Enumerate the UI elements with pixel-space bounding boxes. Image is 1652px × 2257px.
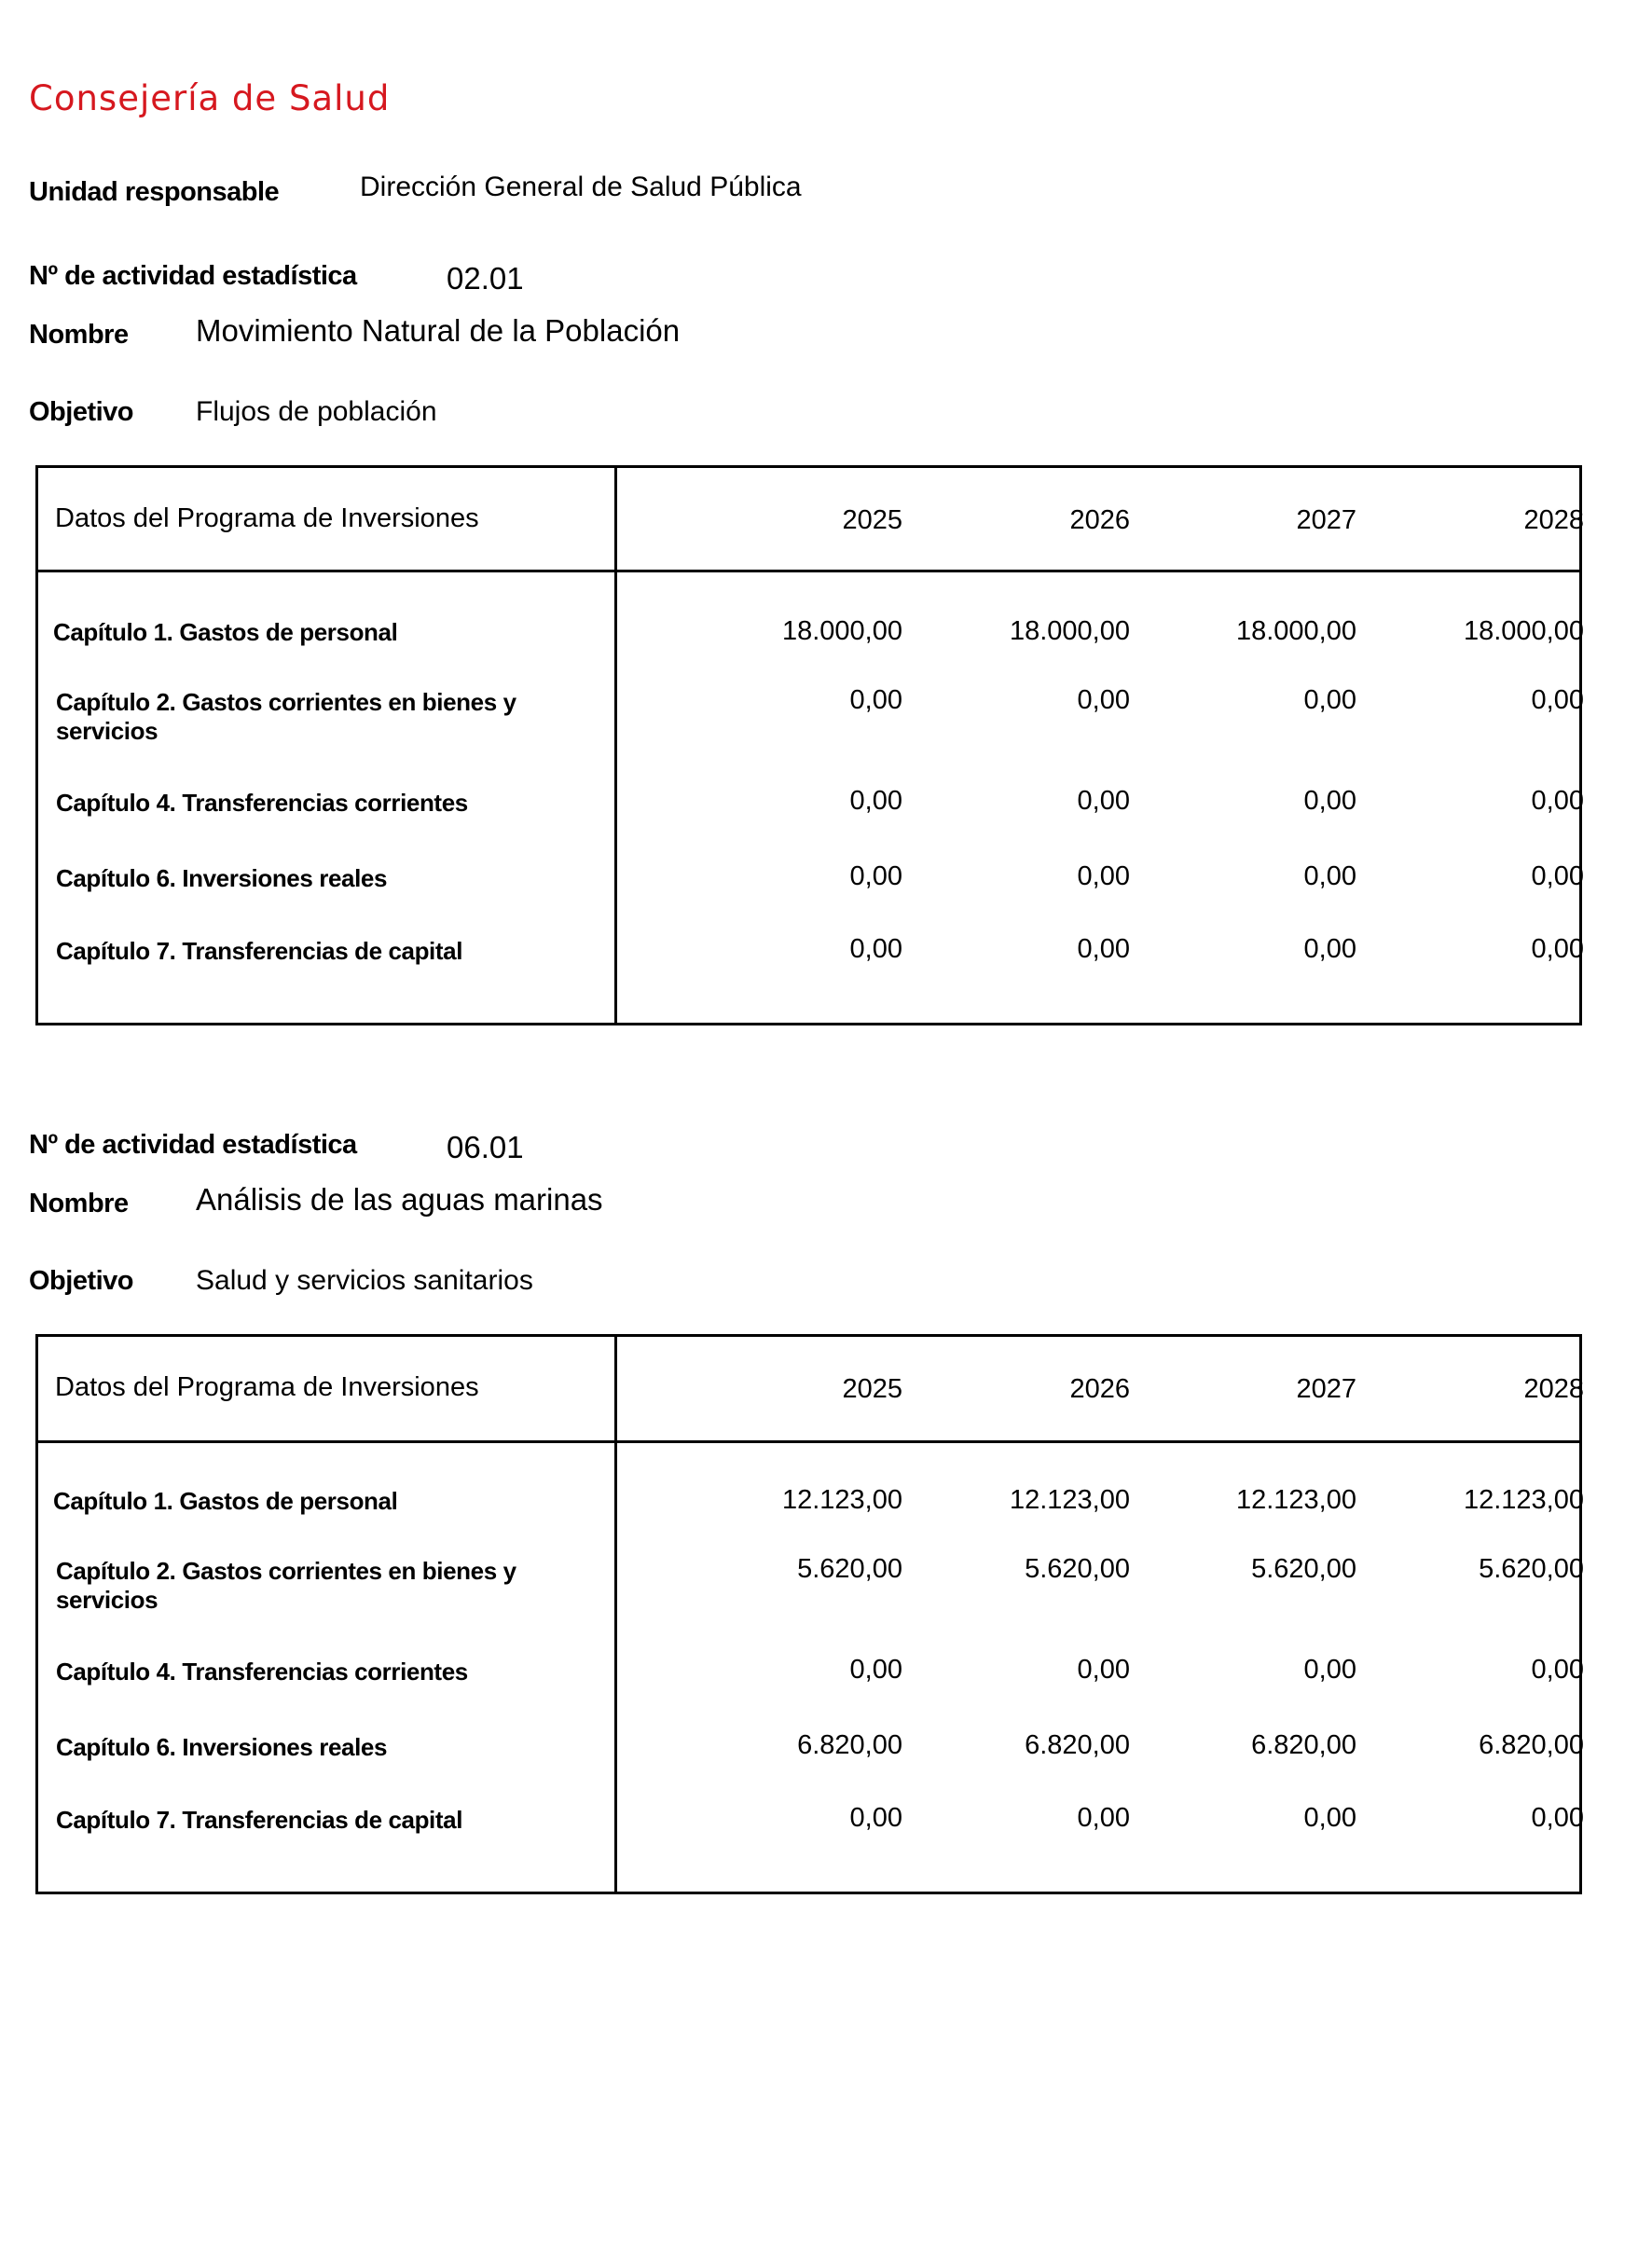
table-cell: 12.123,00 [1009,1485,1130,1515]
table-cell: 0,00 [1531,934,1584,964]
year-header: 2027 [1296,1374,1356,1404]
table-cell: 0,00 [849,1803,902,1833]
table-cell: 18.000,00 [1463,616,1584,646]
table-cell: 0,00 [1531,861,1584,891]
activity-number: 02.01 [447,261,524,296]
table-cell: 0,00 [1303,786,1356,816]
table-cell: 0,00 [1531,1803,1584,1833]
table-cell: 0,00 [1531,786,1584,816]
table-cell: 0,00 [849,685,902,715]
table-cell: 0,00 [849,934,902,964]
row-label: Capítulo 4. Transferencias corrientes [56,789,468,817]
table-title: Datos del Programa de Inversiones [55,503,479,533]
table-cell: 0,00 [849,861,902,891]
table-cell: 0,00 [1077,861,1130,891]
year-header: 2025 [842,505,902,535]
investment-table [35,1334,1582,1894]
table-cell: 18.000,00 [781,616,902,646]
table-cell: 0,00 [1303,685,1356,715]
header-divider [38,570,1579,572]
unidad-label: Unidad responsable [29,177,280,207]
table-cell: 0,00 [1077,1803,1130,1833]
table-cell: 5.620,00 [797,1554,902,1584]
year-header: 2028 [1523,1374,1584,1404]
table-cell: 0,00 [1531,1655,1584,1685]
year-header: 2027 [1296,505,1356,535]
table-title: Datos del Programa de Inversiones [55,1372,479,1402]
nombre-value: Movimiento Natural de la Población [196,313,681,348]
year-header: 2028 [1523,505,1584,535]
table-cell: 0,00 [1077,1655,1130,1685]
table-cell: 5.620,00 [1251,1554,1356,1584]
year-header: 2026 [1069,1374,1130,1404]
objetivo-label: Objetivo [29,1266,134,1296]
row-label: Capítulo 2. Gastos corrientes en bienes y servicios [56,688,516,745]
table-cell: 12.123,00 [1235,1485,1356,1515]
table-cell: 12.123,00 [781,1485,902,1515]
table-cell: 12.123,00 [1463,1485,1584,1515]
department-title: Consejería de Salud [29,78,391,118]
table-cell: 18.000,00 [1009,616,1130,646]
objetivo-value: Salud y servicios sanitarios [196,1265,533,1296]
objetivo-label: Objetivo [29,397,134,427]
table-cell: 6.820,00 [1479,1730,1584,1760]
row-label: Capítulo 7. Transferencias de capital [56,937,463,965]
objetivo-value: Flujos de población [196,396,437,427]
table-cell: 0,00 [1077,786,1130,816]
year-header: 2025 [842,1374,902,1404]
table-cell: 5.620,00 [1025,1554,1130,1584]
table-cell: 0,00 [1303,1655,1356,1685]
row-label: Capítulo 4. Transferencias corrientes [56,1658,468,1686]
table-cell: 0,00 [1077,934,1130,964]
column-divider [614,468,617,1023]
table-cell: 0,00 [1303,861,1356,891]
investment-table [35,465,1582,1025]
table-cell: 0,00 [1303,1803,1356,1833]
column-divider [614,1337,617,1892]
table-cell: 18.000,00 [1235,616,1356,646]
nombre-value: Análisis de las aguas marinas [196,1182,603,1217]
table-cell: 6.820,00 [1025,1730,1130,1760]
table-cell: 0,00 [849,1655,902,1685]
row-label: Capítulo 6. Inversiones reales [56,864,388,892]
unidad-value: Dirección General de Salud Pública [360,172,802,202]
activity-number-label: Nº de actividad estadística [29,261,357,291]
row-label: Capítulo 1. Gastos de personal [53,1487,398,1515]
nombre-label: Nombre [29,1189,129,1218]
row-label: Capítulo 1. Gastos de personal [53,618,398,646]
header-divider [38,1440,1579,1443]
row-label: Capítulo 6. Inversiones reales [56,1733,388,1761]
row-label: Capítulo 2. Gastos corrientes en bienes y servicios [56,1557,516,1614]
table-cell: 0,00 [849,786,902,816]
nombre-label: Nombre [29,320,129,350]
activity-number: 06.01 [447,1130,524,1164]
table-cell: 0,00 [1077,685,1130,715]
table-cell: 6.820,00 [797,1730,902,1760]
year-header: 2026 [1069,505,1130,535]
table-cell: 0,00 [1531,685,1584,715]
table-cell: 5.620,00 [1479,1554,1584,1584]
table-cell: 6.820,00 [1251,1730,1356,1760]
row-label: Capítulo 7. Transferencias de capital [56,1806,463,1834]
activity-number-label: Nº de actividad estadística [29,1130,357,1160]
table-cell: 0,00 [1303,934,1356,964]
